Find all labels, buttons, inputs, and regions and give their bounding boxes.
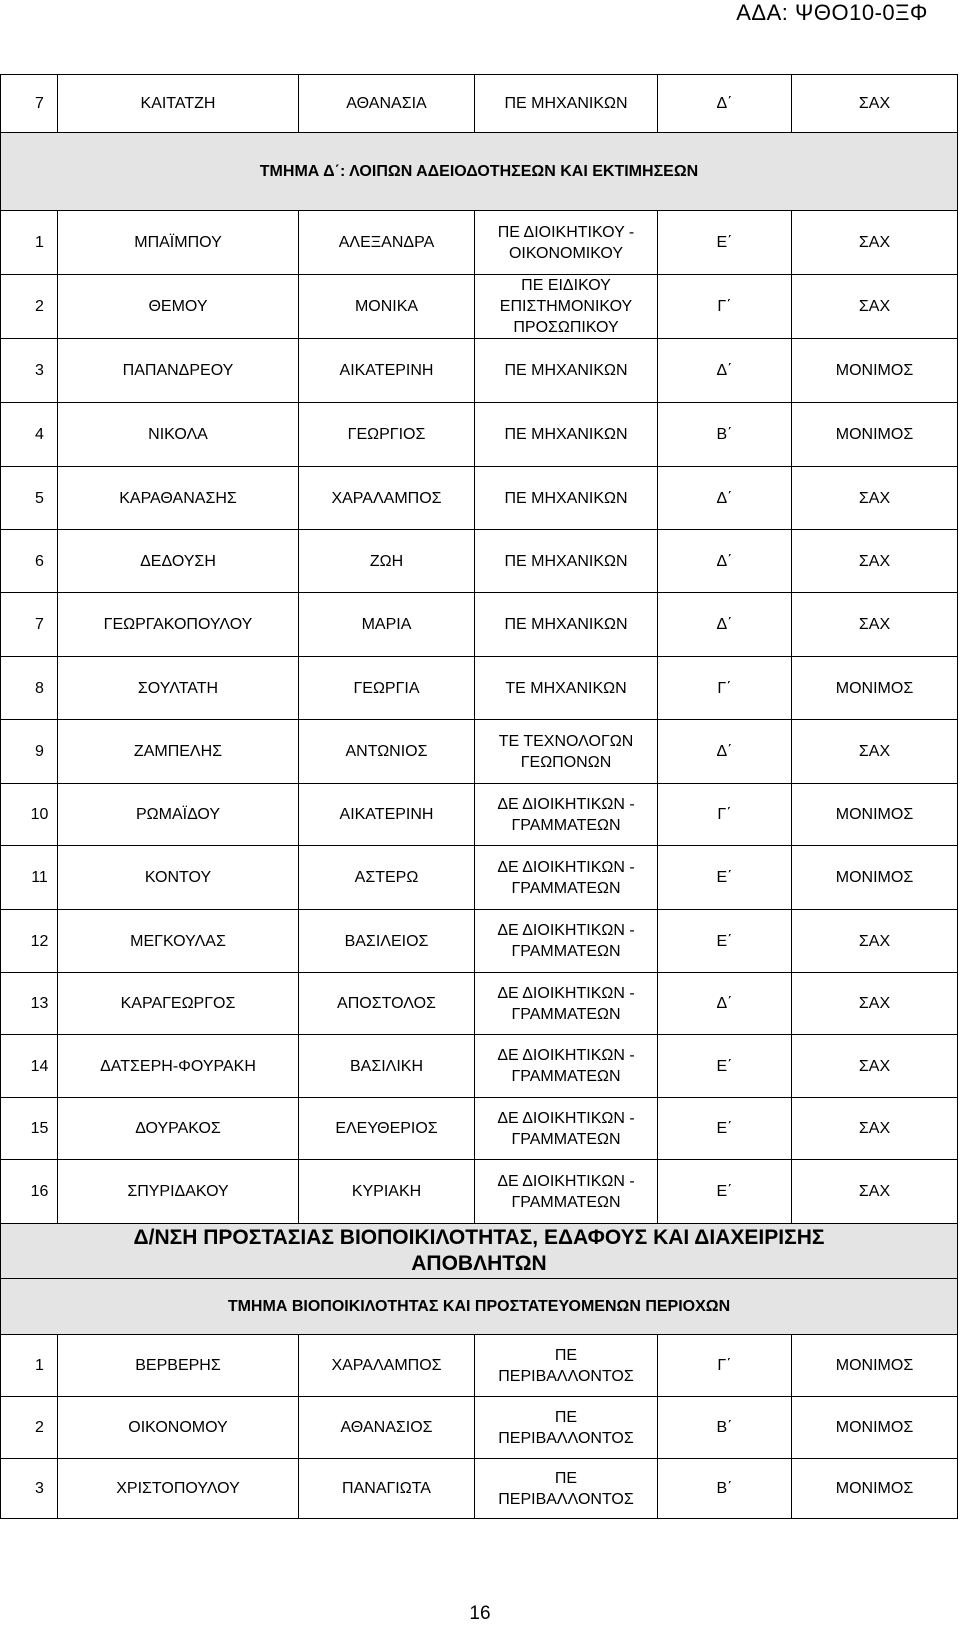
relation-cell: ΜΟΝΙΜΟΣ	[792, 1397, 958, 1459]
row-number: 8	[1, 657, 58, 720]
grade-cell: Δ΄	[658, 530, 792, 593]
relation-cell: ΣΑΧ	[792, 1160, 958, 1224]
surname-cell: ΚΟΝΤΟΥ	[58, 846, 299, 910]
first-name-cell: ΑΘΑΝΑΣΙΑ	[299, 75, 475, 133]
first-name-cell: ΑΣΤΕΡΩ	[299, 846, 475, 910]
first-name-cell: ΕΛΕΥΘΕΡΙΟΣ	[299, 1098, 475, 1160]
relation-cell: ΜΟΝΙΜΟΣ	[792, 784, 958, 846]
table-row	[1, 211, 958, 275]
first-name-cell: ΖΩΗ	[299, 530, 475, 593]
table-row	[1, 339, 958, 403]
relation-cell: ΣΑΧ	[792, 910, 958, 973]
specialty-cell: ΠΕ ΜΗΧΑΝΙΚΩΝ	[475, 530, 658, 593]
relation-cell: ΣΑΧ	[792, 530, 958, 593]
relation-cell: ΜΟΝΙΜΟΣ	[792, 657, 958, 720]
specialty-cell: ΠΕ ΜΗΧΑΝΙΚΩΝ	[475, 593, 658, 657]
section-header	[1, 133, 958, 211]
specialty-cell: ΔΕ ΔΙΟΙΚΗΤΙΚΩΝ - ΓΡΑΜΜΑΤΕΩΝ	[475, 784, 658, 846]
specialty-cell: ΔΕ ΔΙΟΙΚΗΤΙΚΩΝ - ΓΡΑΜΜΑΤΕΩΝ	[475, 973, 658, 1035]
relation-cell: ΜΟΝΙΜΟΣ	[792, 1459, 958, 1519]
staff-table	[0, 74, 958, 1519]
row-number: 7	[1, 75, 58, 133]
first-name-cell: ΑΝΤΩΝΙΟΣ	[299, 720, 475, 784]
surname-cell: ΡΩΜΑΪΔΟΥ	[58, 784, 299, 846]
grade-cell: Ε΄	[658, 1098, 792, 1160]
grade-cell: Δ΄	[658, 339, 792, 403]
specialty-cell: ΔΕ ΔΙΟΙΚΗΤΙΚΩΝ - ΓΡΑΜΜΑΤΕΩΝ	[475, 910, 658, 973]
relation-cell: ΣΑΧ	[792, 1098, 958, 1160]
first-name-cell: ΑΠΟΣΤΟΛΟΣ	[299, 973, 475, 1035]
first-name-cell: ΑΛΕΞΑΝΔΡΑ	[299, 211, 475, 275]
surname-cell: ΜΕΓΚΟΥΛΑΣ	[58, 910, 299, 973]
row-number: 1	[1, 1335, 58, 1397]
first-name-cell: ΑΙΚΑΤΕΡΙΝΗ	[299, 784, 475, 846]
grade-cell: Δ΄	[658, 720, 792, 784]
row-number: 3	[1, 1459, 58, 1519]
table-row	[1, 1397, 958, 1459]
grade-cell: Γ΄	[658, 1335, 792, 1397]
grade-cell: Ε΄	[658, 1035, 792, 1098]
surname-cell: ΧΡΙΣΤΟΠΟΥΛΟΥ	[58, 1459, 299, 1519]
grade-cell: Β΄	[658, 1397, 792, 1459]
grade-cell: Γ΄	[658, 784, 792, 846]
row-number: 14	[1, 1035, 58, 1098]
specialty-cell: ΠΕ ΜΗΧΑΝΙΚΩΝ	[475, 467, 658, 530]
specialty-cell: ΔΕ ΔΙΟΙΚΗΤΙΚΩΝ - ΓΡΑΜΜΑΤΕΩΝ	[475, 846, 658, 910]
table-row	[1, 530, 958, 593]
surname-cell: ΔΑΤΣΕΡΗ-ΦΟΥΡΑΚΗ	[58, 1035, 299, 1098]
relation-cell: ΣΑΧ	[792, 75, 958, 133]
staff-table-container	[0, 74, 957, 1519]
grade-cell: Β΄	[658, 403, 792, 467]
specialty-cell: ΠΕ ΠΕΡΙΒΑΛΛΟΝΤΟΣ	[475, 1459, 658, 1519]
relation-cell: ΜΟΝΙΜΟΣ	[792, 1335, 958, 1397]
table-row	[1, 973, 958, 1035]
table-row	[1, 720, 958, 784]
table-row	[1, 1035, 958, 1098]
row-number: 7	[1, 593, 58, 657]
grade-cell: Γ΄	[658, 275, 792, 339]
row-number: 4	[1, 403, 58, 467]
surname-cell: ΚΑΙΤΑΤΖΗ	[58, 75, 299, 133]
first-name-cell: ΜΑΡΙΑ	[299, 593, 475, 657]
relation-cell: ΜΟΝΙΜΟΣ	[792, 403, 958, 467]
surname-cell: ΜΠΑΪΜΠΟΥ	[58, 211, 299, 275]
grade-cell: Δ΄	[658, 593, 792, 657]
table-row	[1, 1160, 958, 1224]
table-row	[1, 467, 958, 530]
surname-cell: ΣΟΥΛΤΑΤΗ	[58, 657, 299, 720]
relation-cell: ΣΑΧ	[792, 1035, 958, 1098]
directorate-header	[1, 1224, 958, 1279]
directorate-header-title: Δ/ΝΣΗ ΠΡΟΣΤΑΣΙΑΣ ΒΙΟΠΟΙΚΙΛΟΤΗΤΑΣ, ΕΔΑΦΟΥΣ ΚΑΙ ΔΙΑΧΕΙΡΙΣΗΣ ΑΠΟΒΛΗΤΩΝ	[1, 1224, 958, 1279]
surname-cell: ΣΠΥΡΙΔΑΚΟΥ	[58, 1160, 299, 1224]
relation-cell: ΣΑΧ	[792, 211, 958, 275]
specialty-cell: ΠΕ ΜΗΧΑΝΙΚΩΝ	[475, 339, 658, 403]
first-name-cell: ΧΑΡΑΛΑΜΠΟΣ	[299, 1335, 475, 1397]
grade-cell: Δ΄	[658, 467, 792, 530]
table-row	[1, 657, 958, 720]
surname-cell: ΘΕΜΟΥ	[58, 275, 299, 339]
row-number: 10	[1, 784, 58, 846]
section-header-title: ΤΜΗΜΑ Δ΄: ΛΟΙΠΩΝ ΑΔΕΙΟΔΟΤΗΣΕΩΝ ΚΑΙ ΕΚΤΙΜΗΣΕΩΝ	[1, 133, 958, 211]
first-name-cell: ΑΘΑΝΑΣΙΟΣ	[299, 1397, 475, 1459]
relation-cell: ΣΑΧ	[792, 973, 958, 1035]
section-header-title: ΤΜΗΜΑ ΒΙΟΠΟΙΚΙΛΟΤΗΤΑΣ ΚΑΙ ΠΡΟΣΤΑΤΕΥΟΜΕΝΩΝ ΠΕΡΙΟΧΩΝ	[1, 1279, 958, 1335]
grade-cell: Δ΄	[658, 75, 792, 133]
specialty-cell: ΠΕ ΠΕΡΙΒΑΛΛΟΝΤΟΣ	[475, 1397, 658, 1459]
surname-cell: ΒΕΡΒΕΡΗΣ	[58, 1335, 299, 1397]
row-number: 6	[1, 530, 58, 593]
surname-cell: ΚΑΡΑΓΕΩΡΓΟΣ	[58, 973, 299, 1035]
first-name-cell: ΒΑΣΙΛΕΙΟΣ	[299, 910, 475, 973]
surname-cell: ΔΕΔΟΥΣΗ	[58, 530, 299, 593]
specialty-cell: ΤΕ ΤΕΧΝΟΛΟΓΩΝ ΓΕΩΠΟΝΩΝ	[475, 720, 658, 784]
specialty-cell: ΔΕ ΔΙΟΙΚΗΤΙΚΩΝ - ΓΡΑΜΜΑΤΕΩΝ	[475, 1035, 658, 1098]
table-row	[1, 593, 958, 657]
ada-code: ΑΔΑ: ΨΘΟ10-0ΞΦ	[736, 0, 928, 25]
specialty-cell: ΠΕ ΕΙΔΙΚΟΥ ΕΠΙΣΤΗΜΟΝΙΚΟΥ ΠΡΟΣΩΠΙΚΟΥ	[475, 275, 658, 339]
relation-cell: ΣΑΧ	[792, 467, 958, 530]
table-row	[1, 910, 958, 973]
table-row	[1, 75, 958, 133]
surname-cell: ΚΑΡΑΘΑΝΑΣΗΣ	[58, 467, 299, 530]
surname-cell: ΟΙΚΟΝΟΜΟΥ	[58, 1397, 299, 1459]
grade-cell: Γ΄	[658, 657, 792, 720]
row-number: 16	[1, 1160, 58, 1224]
surname-cell: ΓΕΩΡΓΑΚΟΠΟΥΛΟΥ	[58, 593, 299, 657]
row-number: 11	[1, 846, 58, 910]
first-name-cell: ΑΙΚΑΤΕΡΙΝΗ	[299, 339, 475, 403]
table-row	[1, 784, 958, 846]
row-number: 2	[1, 275, 58, 339]
grade-cell: Ε΄	[658, 910, 792, 973]
specialty-cell: ΔΕ ΔΙΟΙΚΗΤΙΚΩΝ - ΓΡΑΜΜΑΤΕΩΝ	[475, 1098, 658, 1160]
surname-cell: ΠΑΠΑΝΔΡΕΟΥ	[58, 339, 299, 403]
grade-cell: Β΄	[658, 1459, 792, 1519]
first-name-cell: ΜΟΝΙΚΑ	[299, 275, 475, 339]
relation-cell: ΜΟΝΙΜΟΣ	[792, 846, 958, 910]
grade-cell: Ε΄	[658, 846, 792, 910]
first-name-cell: ΚΥΡΙΑΚΗ	[299, 1160, 475, 1224]
surname-cell: ΖΑΜΠΕΛΗΣ	[58, 720, 299, 784]
table-row	[1, 846, 958, 910]
table-row	[1, 403, 958, 467]
row-number: 12	[1, 910, 58, 973]
relation-cell: ΣΑΧ	[792, 275, 958, 339]
table-row	[1, 275, 958, 339]
row-number: 9	[1, 720, 58, 784]
row-number: 1	[1, 211, 58, 275]
table-row	[1, 1098, 958, 1160]
specialty-cell: ΠΕ ΠΕΡΙΒΑΛΛΟΝΤΟΣ	[475, 1335, 658, 1397]
specialty-cell: ΠΕ ΜΗΧΑΝΙΚΩΝ	[475, 403, 658, 467]
section-header	[1, 1279, 958, 1335]
grade-cell: Ε΄	[658, 1160, 792, 1224]
relation-cell: ΣΑΧ	[792, 593, 958, 657]
specialty-cell: ΔΕ ΔΙΟΙΚΗΤΙΚΩΝ - ΓΡΑΜΜΑΤΕΩΝ	[475, 1160, 658, 1224]
surname-cell: ΔΟΥΡΑΚΟΣ	[58, 1098, 299, 1160]
page-number: 16	[469, 1603, 491, 1624]
first-name-cell: ΓΕΩΡΓΙΑ	[299, 657, 475, 720]
row-number: 13	[1, 973, 58, 1035]
first-name-cell: ΒΑΣΙΛΙΚΗ	[299, 1035, 475, 1098]
specialty-cell: ΠΕ ΜΗΧΑΝΙΚΩΝ	[475, 75, 658, 133]
grade-cell: Ε΄	[658, 211, 792, 275]
first-name-cell: ΧΑΡΑΛΑΜΠΟΣ	[299, 467, 475, 530]
staff-table-body	[1, 75, 958, 1519]
specialty-cell: ΤΕ ΜΗΧΑΝΙΚΩΝ	[475, 657, 658, 720]
specialty-cell: ΠΕ ΔΙΟΙΚΗΤΙΚΟΥ - ΟΙΚΟΝΟΜΙΚΟΥ	[475, 211, 658, 275]
grade-cell: Δ΄	[658, 973, 792, 1035]
surname-cell: ΝΙΚΟΛΑ	[58, 403, 299, 467]
table-row	[1, 1335, 958, 1397]
row-number: 2	[1, 1397, 58, 1459]
table-row	[1, 1459, 958, 1519]
relation-cell: ΜΟΝΙΜΟΣ	[792, 339, 958, 403]
row-number: 3	[1, 339, 58, 403]
row-number: 5	[1, 467, 58, 530]
relation-cell: ΣΑΧ	[792, 720, 958, 784]
first-name-cell: ΠΑΝΑΓΙΩΤΑ	[299, 1459, 475, 1519]
first-name-cell: ΓΕΩΡΓΙΟΣ	[299, 403, 475, 467]
row-number: 15	[1, 1098, 58, 1160]
